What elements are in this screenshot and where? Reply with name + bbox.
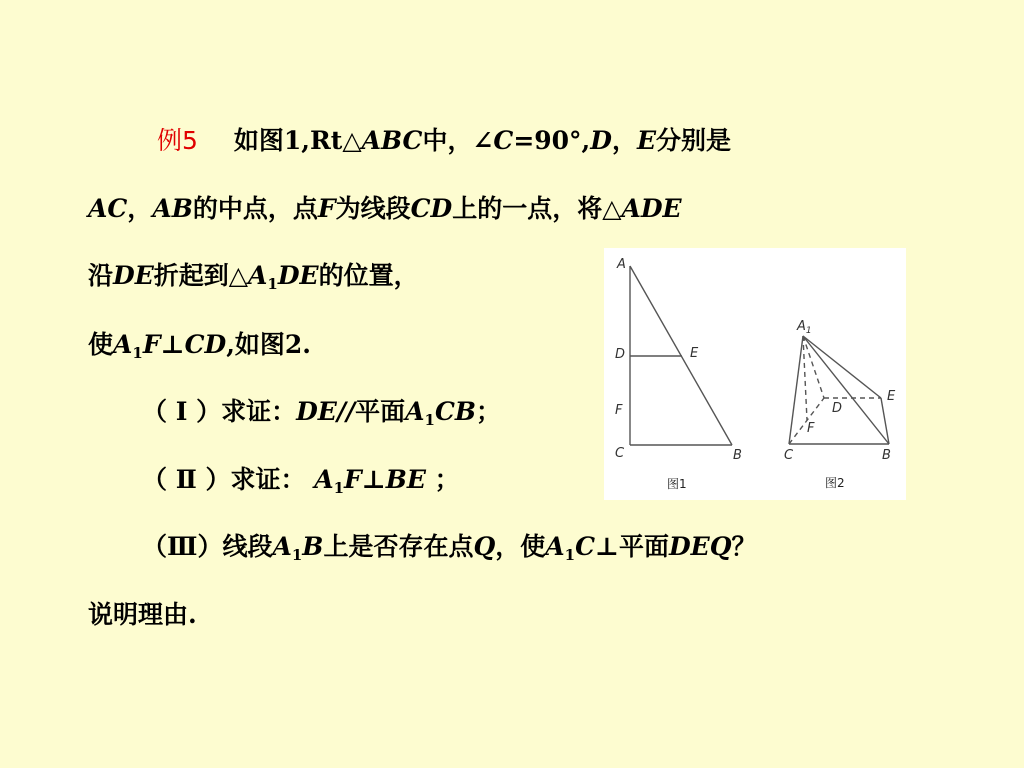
fig1-label-F: F [615, 403, 623, 418]
edge-A1F-hidden [803, 336, 807, 420]
question-3: （Ⅲ）线段$A_1B$上是否存在点Q，使$A_1C\perp$平面DEQ？ [142, 532, 757, 564]
fig2-label-B: B [882, 448, 891, 463]
fig1-label-A: A [617, 257, 626, 272]
fig2-label-F: F [807, 421, 815, 436]
question-1: （ Ⅰ ）求证：DE//平面$A_1CB$； [142, 397, 502, 429]
figure-1-caption: 图1 [667, 477, 687, 491]
figure-2-caption: 图2 [825, 476, 845, 490]
problem-line-1: 例5 如图1,Rt△ABC中，∠C=90°,D，E分别是 [157, 126, 732, 155]
problem-line-4: 使$A_1F\perp CD$,如图2. [88, 330, 311, 362]
example-label: 例5 [157, 126, 198, 155]
fig1-label-C: C [615, 446, 625, 461]
problem-line-2: AC，AB的中点，点F为线段CD上的一点，将△ADE [88, 194, 682, 223]
figure-2 [789, 336, 889, 444]
edge-A1D-hidden [803, 336, 824, 398]
edge-A1E [803, 336, 881, 398]
fig2-label-C: C [784, 448, 794, 463]
figures-panel [604, 248, 906, 500]
fig2-label-E: E [887, 389, 896, 404]
problem-line-8: 说明理由. [88, 600, 197, 629]
fig2-label-A1: $A_1$ [797, 319, 812, 336]
figure-1 [630, 266, 732, 445]
fig2-label-D: D [832, 401, 843, 416]
problem-line-3: 沿DE折起到$\triangle A_1DE$的位置， [88, 261, 419, 293]
fig1-label-E: E [690, 346, 699, 361]
geometry-figures [604, 248, 906, 500]
question-2: （ Ⅱ ）求证： $A_1F\perp BE$ ； [142, 465, 460, 497]
fig1-label-B: B [733, 448, 742, 463]
edge-EB [881, 398, 889, 444]
fig1-label-D: D [615, 347, 626, 362]
edge-A1B [803, 336, 889, 444]
